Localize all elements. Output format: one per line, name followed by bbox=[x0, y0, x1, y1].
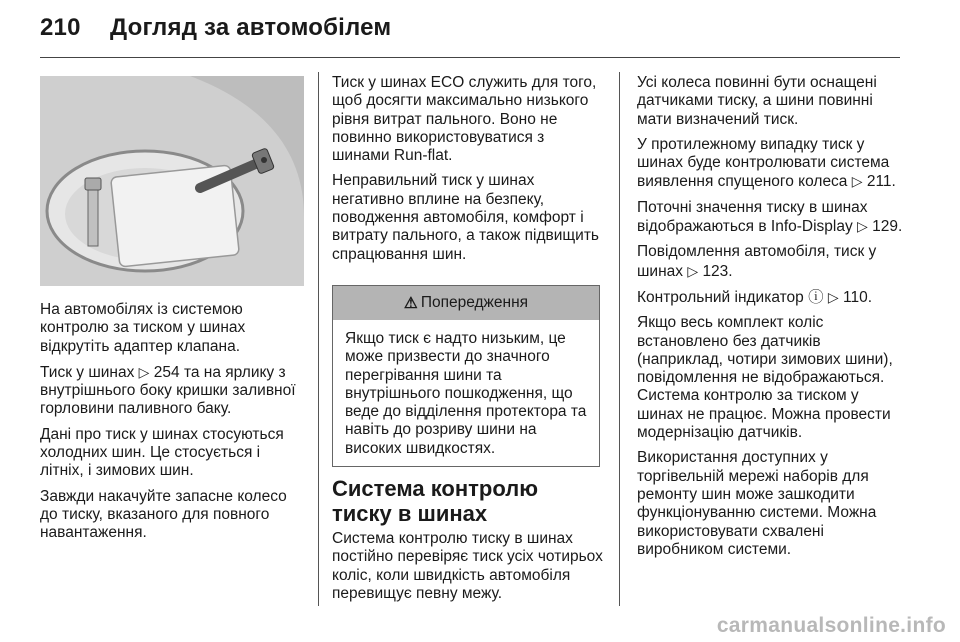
page-link[interactable]: 254 bbox=[153, 363, 180, 381]
paragraph: Тиск у шинах ECO служить для того, щоб досягти максимально низького рівня витрат пального. Воно не повинно використовуватися з шинами Run-flat. bbox=[332, 74, 597, 165]
paragraph bbox=[637, 136, 905, 192]
page-link[interactable]: 123. bbox=[702, 262, 733, 280]
page-reference-icon: ▷ bbox=[851, 173, 863, 190]
warning-text: Якщо тиск є надто низьким, це може призвести до значного перегрівання шини та внутрішнього пошкодження, що веде до відділення протектора та навіть до розриву шини на високих швидкостях. bbox=[345, 330, 587, 457]
paragraph bbox=[40, 363, 306, 419]
paragraph: На автомобілях із системою контролю за тиском у шинах відкрутіть адаптер клапана. bbox=[40, 301, 246, 355]
warning-title: Попередження bbox=[420, 294, 529, 311]
column-2-bottom bbox=[332, 530, 604, 610]
column-3 bbox=[637, 74, 905, 566]
paragraph bbox=[637, 243, 905, 281]
page-link[interactable]: 129. bbox=[872, 218, 903, 236]
tpms-warning-icon: ⓘ bbox=[808, 288, 824, 306]
page-link[interactable]: 110. bbox=[843, 288, 873, 306]
column-divider bbox=[318, 72, 319, 606]
paragraph: Якщо весь комплект коліс встановлено без датчиків (наприклад, чотири зимових шини), повідомлення не відображаються. Система контролю за тиском у шинах не працює. Можна провести модернізацію датчиків. bbox=[637, 314, 893, 442]
page-number: 210 bbox=[40, 14, 81, 41]
paragraph: Система контролю тиску в шинах постійно перевіряє тиск усіх чотирьох коліс, коли швидкість автомобіля перевищує певну межу. bbox=[332, 530, 603, 602]
page-reference-icon: ▷ bbox=[857, 218, 868, 235]
paragraph: Неправильний тиск у шинах негативно вплине на безпеку, поводження автомобіля, комфорт і витрату пального, а також підвищить спрацювання шин. bbox=[332, 172, 599, 263]
paragraph: Завжди накачуйте запасне колесо до тиску, вказаного для повного навантаження. bbox=[40, 487, 287, 542]
text: Контрольний індикатор bbox=[637, 288, 809, 306]
column-divider bbox=[619, 72, 620, 606]
page-reference-icon: ▷ bbox=[687, 262, 699, 279]
column-2 bbox=[332, 74, 604, 271]
page-header bbox=[40, 14, 391, 42]
warning-box bbox=[332, 285, 600, 467]
warning-header bbox=[333, 286, 599, 320]
paragraph: Дані про тиск у шинах стосуються холодних шин. Це стосується і літніх, і зимових шин. bbox=[40, 425, 284, 480]
watermark: carmanualsonline.info bbox=[716, 614, 946, 637]
fuel-filler-photo bbox=[40, 76, 304, 286]
page-title: Догляд за автомобілем bbox=[110, 14, 392, 41]
text: Поточні значення тиску в шинах відображаються в Info-Display bbox=[637, 198, 868, 236]
text: та на ярлику з внутрішнього боку кришки заливної горловини паливного баку. bbox=[40, 363, 296, 418]
paragraph bbox=[637, 288, 905, 307]
section-heading: Система контролю тиску в шинах bbox=[332, 476, 539, 526]
text: Тиск у шинах bbox=[40, 363, 139, 381]
page-link[interactable]: 211. bbox=[866, 173, 896, 191]
paragraph: Усі колеса повинні бути оснащені датчиками тиску, а шини повинні мати визначений тиск. bbox=[637, 74, 877, 128]
paragraph: Використання доступних у торгівельній мережі наборів для ремонту шин може зашкодити функціонуванню системи. Можна використовувати схвалені виробником системи. bbox=[637, 449, 877, 558]
header-rule bbox=[40, 57, 900, 58]
warning-triangle-icon: ⚠ bbox=[403, 294, 418, 312]
text: У протилежному випадку тиск у шинах буде контролювати система виявлення спущеного колеса bbox=[637, 135, 890, 191]
text: Повідомлення автомобіля, тиск у шинах bbox=[637, 243, 877, 280]
column-1 bbox=[40, 301, 306, 550]
fuel-filler-illustration bbox=[40, 76, 304, 286]
page-reference-icon: ▷ bbox=[827, 288, 839, 305]
page-reference-icon: ▷ bbox=[138, 363, 150, 380]
paragraph bbox=[637, 199, 905, 237]
